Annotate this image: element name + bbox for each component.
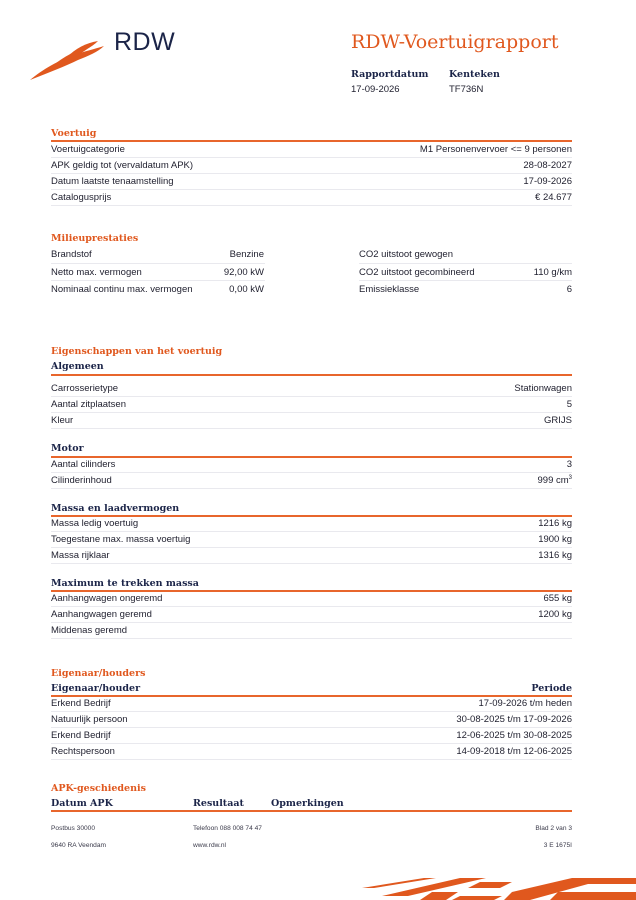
row-value: 28-08-2027 [523, 160, 572, 171]
section-title-milieu: Milieuprestaties [51, 233, 139, 244]
footer-website: www.rdw.nl [193, 842, 226, 849]
row-label: Middenas geremd [51, 625, 128, 636]
footer-code: 3 E 1675I [543, 842, 572, 849]
row-value: 655 kg [543, 593, 572, 604]
row-value: Stationwagen [514, 383, 572, 394]
table-row [51, 548, 572, 564]
row-value: 1900 kg [538, 534, 572, 545]
kenteken-value: TF736N [449, 84, 484, 95]
table-row [51, 381, 572, 397]
rdw-logo [28, 28, 178, 84]
decorative-stripes-icon [362, 872, 636, 900]
subsection-title-algemeen: Algemeen [51, 361, 104, 372]
apk-col-datum: Datum APK [51, 798, 113, 809]
table-row [51, 457, 572, 473]
table-row [51, 607, 572, 623]
table-row [51, 473, 572, 489]
row-label: Aantal zitplaatsen [51, 399, 126, 410]
row-label: Toegestane max. massa voertuig [51, 534, 191, 545]
row-value: 5 [566, 399, 572, 410]
table-row [51, 516, 572, 532]
milieu-table [51, 246, 572, 299]
row-value: 12-06-2025 t/m 30-08-2025 [456, 730, 572, 741]
table-row [51, 744, 572, 760]
table-row [51, 728, 572, 744]
row-value: € 24.677 [535, 192, 572, 203]
table-row [51, 174, 572, 190]
footer-address-line1: Postbus 30000 [51, 825, 95, 832]
table-row [51, 413, 572, 429]
row-label: Emissieklasse [359, 284, 420, 295]
periode-col-header: Periode [531, 683, 572, 694]
rapportdatum-label: Rapportdatum [351, 69, 429, 80]
row-value: 3 [566, 459, 572, 470]
row-label: Voertuigcategorie [51, 144, 125, 155]
table-row [51, 158, 572, 174]
eigenaar-col-header: Eigenaar/houder [51, 683, 141, 694]
table-row [51, 142, 572, 158]
subsection-title-massa: Massa en laadvermogen [51, 503, 180, 514]
row-label: Erkend Bedrijf [51, 730, 111, 741]
row-label: Netto max. vermogen [51, 266, 142, 278]
footer-address-line2: 9640 RA Veendam [51, 842, 106, 849]
divider [51, 374, 572, 376]
row-value: 1316 kg [538, 550, 572, 561]
section-title-eigenaar: Eigenaar/houders [51, 668, 146, 679]
row-value: 17-09-2026 [523, 176, 572, 187]
table-row [51, 623, 572, 639]
subsection-title-motor: Motor [51, 443, 84, 454]
table-row [51, 532, 572, 548]
section-title-apk: APK-geschiedenis [51, 783, 146, 794]
algemeen-table [51, 381, 572, 429]
row-label: Massa ledig voertuig [51, 518, 139, 529]
row-value: 1216 kg [538, 518, 572, 529]
row-label: Carrosserietype [51, 383, 119, 394]
row-value: Benzine [229, 249, 264, 260]
row-value: 30-08-2025 t/m 17-09-2026 [456, 714, 572, 725]
row-label: CO2 uitstoot gecombineerd [359, 266, 475, 278]
motor-table [51, 457, 572, 489]
row-label: Rechtspersoon [51, 746, 115, 757]
table-row [51, 712, 572, 728]
rdw-wing-icon [28, 40, 106, 84]
row-label: Catalogusprijs [51, 192, 112, 203]
trekken-table [51, 591, 572, 639]
row-label: Datum laatste tenaamstelling [51, 176, 174, 187]
row-value: M1 Personenvervoer <= 9 personen [419, 144, 572, 155]
apk-col-resultaat: Resultaat [193, 798, 244, 809]
row-value: 14-09-2018 t/m 12-06-2025 [456, 746, 572, 757]
table-row [51, 397, 572, 413]
row-value: 6 [566, 284, 572, 295]
massa-table [51, 516, 572, 564]
row-label: Aantal cilinders [51, 459, 116, 470]
section-title-eigenschappen: Eigenschappen van het voertuig [51, 346, 223, 357]
table-row [51, 696, 572, 712]
row-value: GRIJS [544, 415, 572, 426]
row-label: Cilinderinhoud [51, 475, 112, 486]
footer-phone: Telefoon 088 008 74 47 [193, 825, 262, 832]
row-value: 17-09-2026 t/m heden [478, 698, 572, 709]
row-label: Aanhangwagen ongeremd [51, 593, 163, 604]
table-row [51, 246, 572, 264]
section-title-voertuig: Voertuig [51, 128, 97, 139]
row-label: Brandstof [51, 249, 92, 260]
kenteken-label: Kenteken [449, 69, 500, 80]
row-value: 1200 kg [538, 609, 572, 620]
row-label: Nominaal continu max. vermogen [51, 284, 193, 295]
row-label: Kleur [51, 415, 74, 426]
row-value: 999 $cm^3$ [537, 474, 572, 486]
row-label: Aanhangwagen geremd [51, 609, 152, 620]
rapportdatum-value: 17-09-2026 [351, 84, 400, 95]
row-label: Massa rijklaar [51, 550, 110, 561]
apk-col-opmerkingen: Opmerkingen [271, 798, 344, 809]
row-label: CO2 uitstoot gewogen [359, 249, 454, 260]
table-row [51, 281, 572, 299]
table-row [51, 190, 572, 206]
row-label: APK geldig tot (vervaldatum APK) [51, 160, 194, 171]
table-row [51, 264, 572, 282]
footer-page-number: Blad 2 van 3 [535, 825, 572, 832]
row-label: Natuurlijk persoon [51, 714, 128, 725]
report-title: RDW-Voertuigrapport [351, 31, 559, 53]
row-value: 92,00 kW [223, 266, 264, 278]
row-label: Erkend Bedrijf [51, 698, 111, 709]
eigenaar-table [51, 696, 572, 760]
divider [51, 810, 572, 812]
voertuig-table [51, 142, 572, 206]
subsection-title-trekken: Maximum te trekken massa [51, 578, 199, 589]
row-value: 0,00 kW [229, 284, 264, 295]
row-value: 110 g/km [533, 266, 572, 278]
table-row [51, 591, 572, 607]
logo-text: RDW [114, 28, 176, 56]
